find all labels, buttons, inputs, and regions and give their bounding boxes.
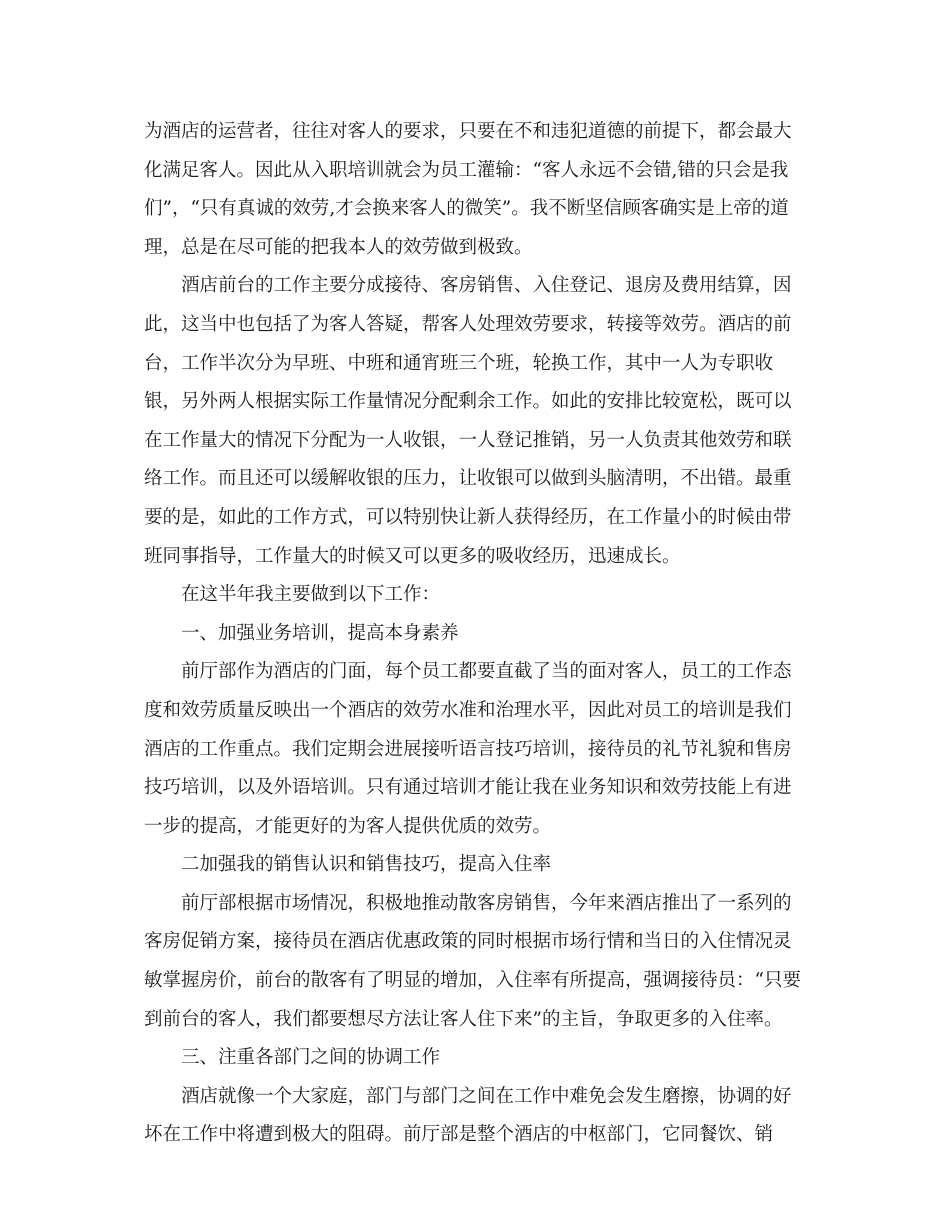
text-line: 此，这当中也包括了为客人答疑，帮客人处理效劳要求，转接等效劳。酒店的前 xyxy=(144,313,792,335)
text-line: 前厅部作为酒店的门面，每个员工都要直截了当的面对客人，员工的工作态 xyxy=(181,661,792,683)
text-line: 到前台的客人，我们都要想尽方法让客人住下来”的主旨，争取更多的入住率。 xyxy=(144,1008,783,1030)
text-line: 理，总是在尽可能的把我本人的效劳做到极致。 xyxy=(144,236,533,258)
text-line: 酒店就像一个大家庭，部门与部门之间在工作中难免会发生磨擦，协调的好 xyxy=(181,1085,792,1107)
text-line: 班同事指导，工作量大的时候又可以更多的吸收经历，迅速成长。 xyxy=(144,545,681,567)
text-line: 酒店前台的工作主要分成接待、客房销售、入住登记、退房及费用结算，因 xyxy=(181,275,792,297)
text-line: 技巧培训，以及外语培训。只有通过培训才能让我在业务知识和效劳技能上有进 xyxy=(144,777,792,799)
text-line: 要的是，如此的工作方式，可以特别快让新人获得经历，在工作量小的时候由带 xyxy=(144,506,792,528)
text-line: 一步的提高，才能更好的为客人提供优质的效劳。 xyxy=(144,815,552,837)
text-line: 敏掌握房价，前台的散客有了明显的增加，入住率有所提高，强调接待员：“只要 xyxy=(144,970,801,992)
text-line: 酒店的工作重点。我们定期会进展接听语言技巧培训，接待员的礼节礼貌和售房 xyxy=(144,738,792,760)
text-line: 台，工作半次分为早班、中班和通宵班三个班，轮换工作，其中一人为专职收 xyxy=(144,352,774,374)
text-line: 度和效劳质量反映出一个酒店的效劳水准和治理水平，因此对员工的培训是我们 xyxy=(144,699,792,721)
text-line: 前厅部根据市场情况，积极地推动散客房销售，今年来酒店推出了一系列的 xyxy=(181,892,792,914)
text-line: 络工作。而且还可以缓解收银的压力，让收银可以做到头脑清明，不出错。最重 xyxy=(144,468,792,490)
text-line: 三、注重各部门之间的协调工作 xyxy=(181,1047,441,1069)
text-line: 在工作量大的情况下分配为一人收银，一人登记推销，另一人负责其他效劳和联 xyxy=(144,429,792,451)
text-line: 化满足客人。因此从入职培训就会为员工灌输：“客人永远不会错,错的只会是我 xyxy=(144,159,789,181)
text-line: 们”，“只有真诚的效劳,才会换来客人的微笑”。我不断坚信顾客确实是上帝的道 xyxy=(144,198,789,220)
text-line: 在这半年我主要做到以下工作： xyxy=(181,584,441,606)
text-line: 客房促销方案，接待员在酒店优惠政策的同时根据市场行情和当日的入住情况灵 xyxy=(144,931,792,953)
text-line: 坏在工作中将遭到极大的阻碍。前厅部是整个酒店的中枢部门，它同餐饮、销 xyxy=(144,1124,774,1146)
text-line: 为酒店的运营者，往往对客人的要求，只要在不和违犯道德的前提下，都会最大 xyxy=(144,121,792,142)
text-line: 一、加强业务培训，提高本身素养 xyxy=(181,622,459,644)
text-line: 银，另外两人根据实际工作量情况分配剩余工作。如此的安排比较宽松，既可以 xyxy=(144,391,792,413)
document-body xyxy=(144,113,808,1155)
text-line: 二加强我的销售认识和销售技巧，提高入住率 xyxy=(181,854,552,876)
